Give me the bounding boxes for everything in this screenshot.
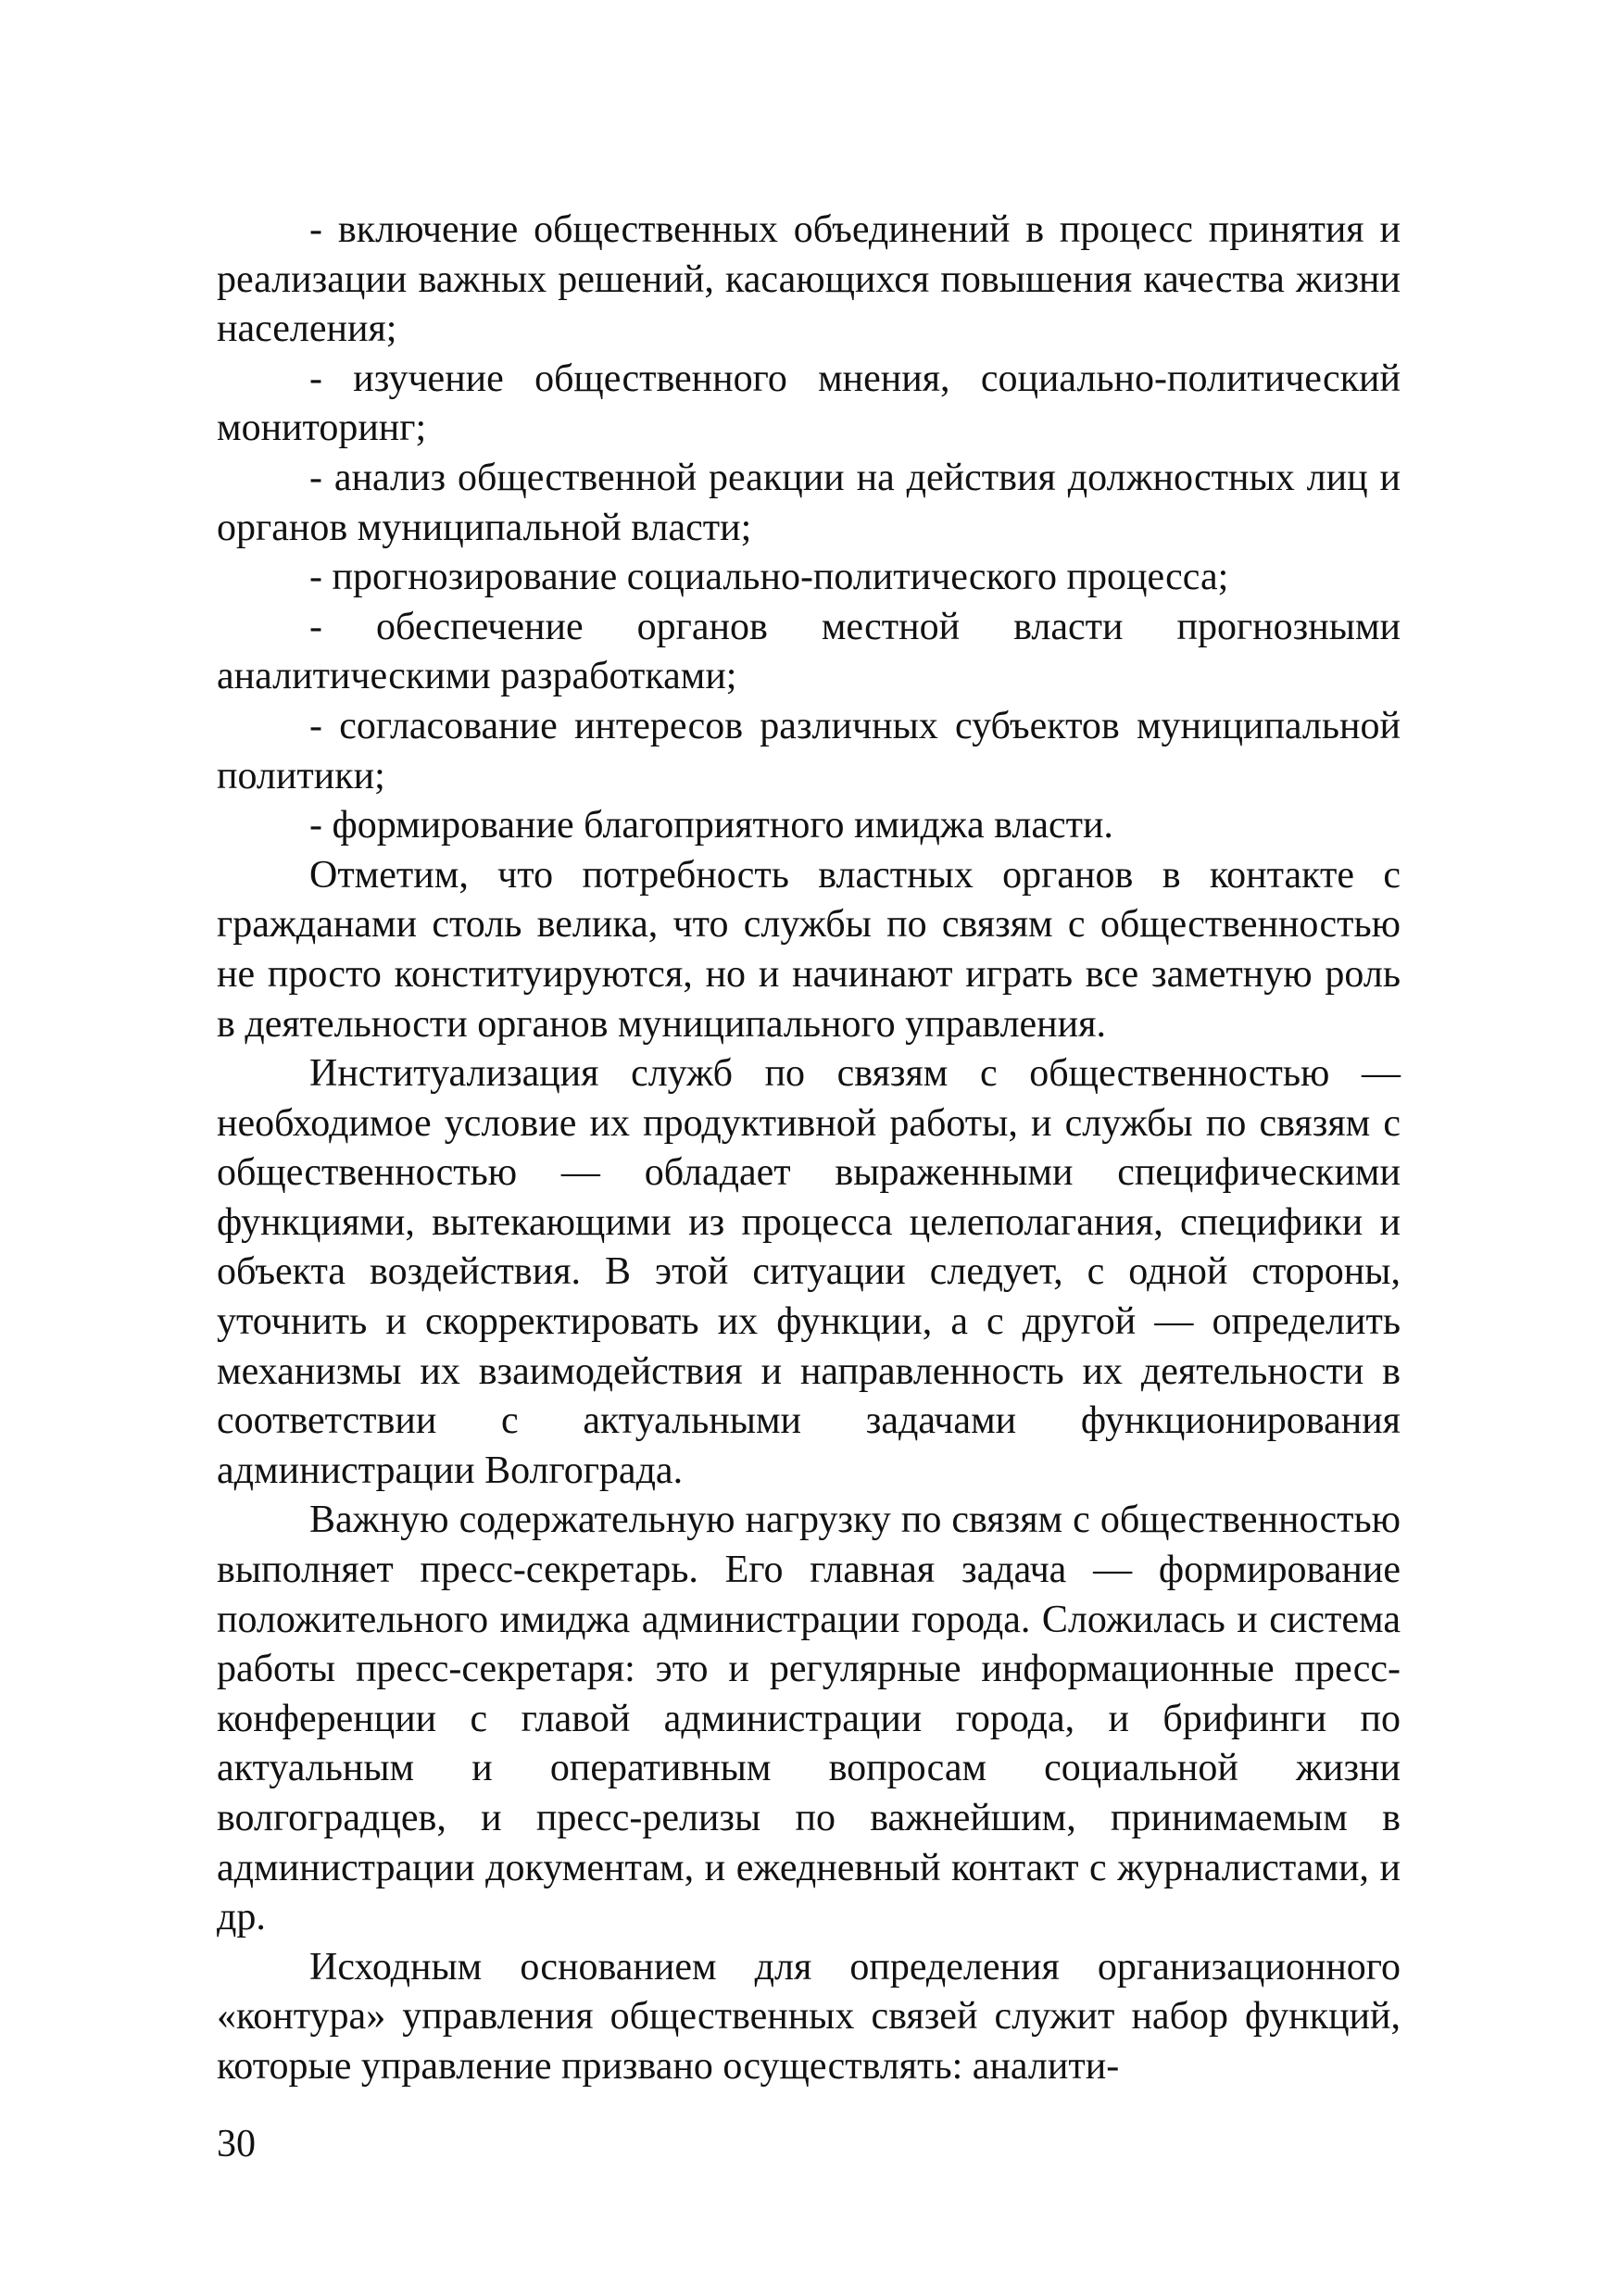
list-item-image: - формирование благоприятного имиджа власти.	[309, 804, 1113, 847]
paragraph-contour: Исходным основанием для определения организационного «контура» управления общественных связей служит набор функций, которые управление призвано осуществлять: аналити-	[217, 1945, 1401, 2088]
list-item-public-opinion: - изучение общественного мнения, социально-политический мониторинг;	[217, 357, 1401, 450]
list-item-analytics: - обеспечение органов местной власти прогнозными аналитическими разработками;	[217, 605, 1401, 698]
paragraph-press-secretary: Важную содержательную нагрузку по связям с общественностью выполняет пресс-секретарь. Его главная задача — формирование положительного имиджа администрации города. Сложилась и система работы пресс-секретаря: это и регулярные информационные пресс-конференции с главой администрации города, и брифинги по актуальным и оперативным вопросам социальной жизни волгоградцев, и пресс-релизы по важнейшим, принимаемым в администрации документам, и ежедневный контакт с журналистами, и др.	[217, 1499, 1401, 1939]
paragraph-contact-need: Отметим, что потребность властных органов в контакте с гражданами столь велика, что службы по связям с общественностью не просто конституируются, но и начинают играть все заметную роль в деятельности органов муниципального управления.	[217, 853, 1401, 1046]
list-item-interests: - согласование интересов различных субъектов муниципальной политики;	[217, 704, 1401, 797]
list-item-public-associations: - включение общественных объединений в процесс принятия и реализации важных решений, касающихся повышения качества жизни населения;	[217, 208, 1401, 351]
list-item-reaction-analysis: - анализ общественной реакции на действия должностных лиц и органов муниципальной власти;	[217, 456, 1401, 549]
body-text	[217, 206, 1401, 2092]
page-number: 30	[217, 2123, 256, 2165]
paragraph-institutionalization: Институализация служб по связям с общественностью — необходимое условие их продуктивной работы, и службы по связям с общественностью — обладает выраженными специфическими функциями, вытекающими из процесса целеполагания, специфики и объекта воздействия. В этой ситуации следует, с одной стороны, уточнить и скорректировать их функции, а с другой — определить механизмы их взаимодействия и направленность их деятельности в соответствии с актуальными задачами функционирования администрации Волгограда.	[217, 1052, 1401, 1492]
list-item-forecasting: - прогнозирование социально-политического процесса;	[309, 556, 1229, 599]
